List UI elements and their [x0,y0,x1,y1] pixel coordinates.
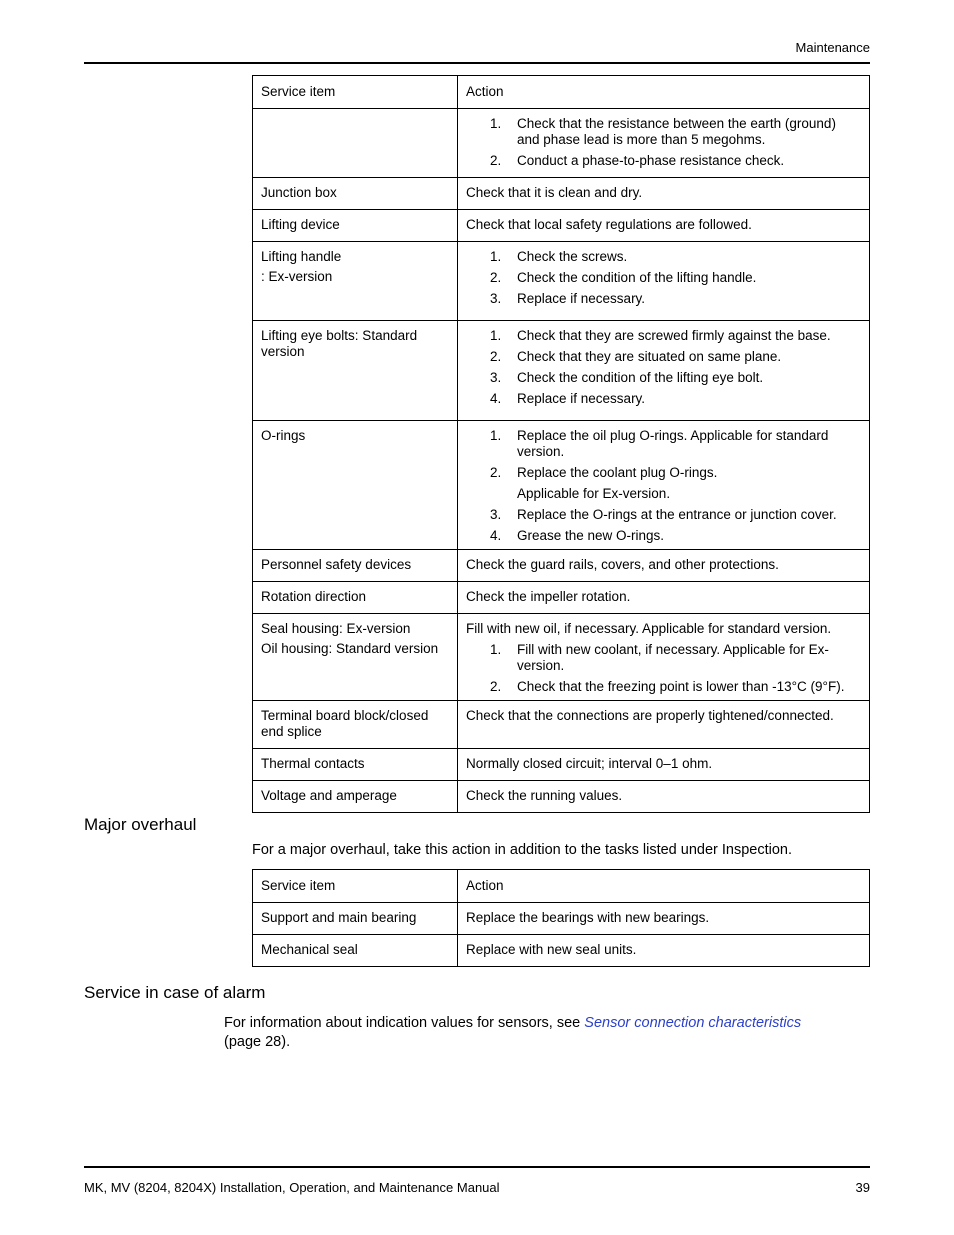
service-alarm-heading: Service in case of alarm [84,983,266,1002]
action-steps-list [466,428,861,544]
table-row [253,109,870,178]
table-row [253,178,870,210]
table-row [253,781,870,813]
service-item-cell [253,421,458,550]
table-row [253,935,870,967]
table-row [253,749,870,781]
step-number: 3. [490,370,502,385]
action-cell [458,109,870,178]
list-item [466,507,861,523]
step-text: Conduct a phase-to-phase resistance check. [517,153,785,168]
action-text: Check the guard rails, covers, and other protections. [466,557,779,572]
table-row [253,242,870,321]
list-item [466,528,861,544]
action-cell [458,550,870,582]
column-header-action: Action [458,76,870,109]
list-item [466,642,861,674]
table-row [253,421,870,550]
step-number: 2. [490,349,502,364]
service-item-sublabel: : Ex-version [261,269,333,284]
action-cell [458,210,870,242]
table-row [253,550,870,582]
step-number: 2. [490,153,502,168]
action-cell [458,614,870,701]
list-item [466,153,861,169]
step-number: 1. [490,249,502,264]
service-item-label: Seal housing: Ex-version [261,621,411,636]
page-number: 39 [855,1180,870,1195]
table-row [253,701,870,749]
list-item [466,370,861,386]
step-text: Check that they are situated on same plane. [517,349,782,364]
step-text: Fill with new coolant, if necessary. Applicable for Ex-version. [517,642,829,673]
list-item [466,349,861,365]
step-text: Grease the new O-rings. [517,528,665,543]
step-text: Check that the resistance between the earth (ground) and phase lead is more than 5 megohms. [517,116,836,147]
list-item [466,328,861,344]
service-item-cell [253,614,458,701]
sensor-characteristics-link[interactable]: Sensor connection characteristics [584,1015,802,1031]
service-item-cell [253,701,458,749]
step-number: 3. [490,291,502,306]
list-item [466,270,861,286]
service-item-label: Rotation direction [261,589,367,604]
column-header-service-item: Service item [253,870,458,903]
list-item [466,249,861,265]
service-alarm-paragraph [224,1014,870,1052]
table-row [253,614,870,701]
service-item-cell [253,178,458,210]
action-cell [458,701,870,749]
step-number: 2. [490,679,502,694]
action-cell [458,242,870,321]
service-item-cell [253,109,458,178]
service-item-label: Voltage and amperage [261,788,397,803]
action-text: Check that local safety regulations are followed. [466,217,752,232]
step-text: Applicable for Ex-version. [517,486,671,501]
table-row [253,582,870,614]
action-text: Check that the connections are properly tightened/connected. [466,708,834,723]
action-cell [458,421,870,550]
action-text: Normally closed circuit; interval 0–1 ohm. [466,756,713,771]
service-item-label: Terminal board block/closed end splice [261,708,429,739]
table-row [253,210,870,242]
service-item-cell: Mechanical seal [253,935,458,967]
service-item-cell: Support and main bearing [253,903,458,935]
service-item-cell [253,242,458,321]
step-text: Replace the O-rings at the entrance or junction cover. [517,507,837,522]
step-text: Replace the coolant plug O-rings. [517,465,718,480]
action-cell: Replace with new seal units. [458,935,870,967]
action-steps-list [466,642,861,695]
column-header-service-item: Service item [253,76,458,109]
service-item-cell [253,321,458,421]
major-overhaul-table [252,869,870,967]
list-item [466,428,861,460]
footer-rule [84,1166,870,1168]
header-rule [84,62,870,64]
list-item [466,679,861,695]
action-cell [458,321,870,421]
step-text: Replace the oil plug O-rings. Applicable for standard version. [517,428,829,459]
service-item-label: Lifting handle [261,249,342,264]
alarm-text: For information about indication values for sensors, see [224,1015,585,1031]
step-text: Check the condition of the lifting eye bolt. [517,370,764,385]
action-cell: Replace the bearings with new bearings. [458,903,870,935]
action-steps-list [466,116,861,169]
action-steps-list [466,328,861,407]
table-row [253,903,870,935]
list-item [466,486,861,502]
step-number: 2. [490,270,502,285]
step-number: 3. [490,507,502,522]
step-text: Replace if necessary. [517,391,646,406]
running-header: Maintenance [795,40,870,55]
service-item-label: Lifting eye bolts: Standard version [261,328,418,359]
list-item [466,465,861,481]
service-item-cell [253,210,458,242]
step-number: 2. [490,465,502,480]
step-text: Replace if necessary. [517,291,646,306]
step-number: 1. [490,642,502,657]
action-text: Check the impeller rotation. [466,589,631,604]
action-cell [458,749,870,781]
service-item-cell [253,749,458,781]
step-text: Check the screws. [517,249,628,264]
page-reference: (page 28). [224,1034,291,1050]
column-header-action: Action [458,870,870,903]
step-number: 1. [490,428,502,443]
action-text: Check that it is clean and dry. [466,185,643,200]
step-number: 1. [490,116,502,131]
service-item-label: Thermal contacts [261,756,365,771]
service-table [252,75,870,813]
action-text: Check the running values. [466,788,623,803]
service-item-cell [253,582,458,614]
step-number: 1. [490,328,502,343]
service-item-label: Junction box [261,185,337,200]
table-row [253,321,870,421]
action-cell [458,781,870,813]
action-steps-list [466,249,861,307]
step-number: 4. [490,528,502,543]
step-number: 4. [490,391,502,406]
major-overhaul-intro: For a major overhaul, take this action in addition to the tasks listed under Inspection. [252,842,793,858]
footer-title: MK, MV (8204, 8204X) Installation, Operation, and Maintenance Manual [84,1180,500,1195]
step-text: Check that the freezing point is lower than -13°C (9°F). [517,679,845,694]
service-item-label: Lifting device [261,217,340,232]
service-item-label: O-rings [261,428,306,443]
action-cell [458,178,870,210]
service-item-cell [253,781,458,813]
list-item [466,291,861,307]
major-overhaul-heading: Major overhaul [84,815,197,834]
action-text: Fill with new oil, if necessary. Applicable for standard version. [466,621,832,636]
list-item [466,391,861,407]
step-text: Check that they are screwed firmly against the base. [517,328,831,343]
action-cell [458,582,870,614]
list-item [466,116,861,148]
step-text: Check the condition of the lifting handle. [517,270,757,285]
service-item-label: Personnel safety devices [261,557,412,572]
service-item-cell [253,550,458,582]
service-item-sublabel: Oil housing: Standard version [261,641,439,656]
